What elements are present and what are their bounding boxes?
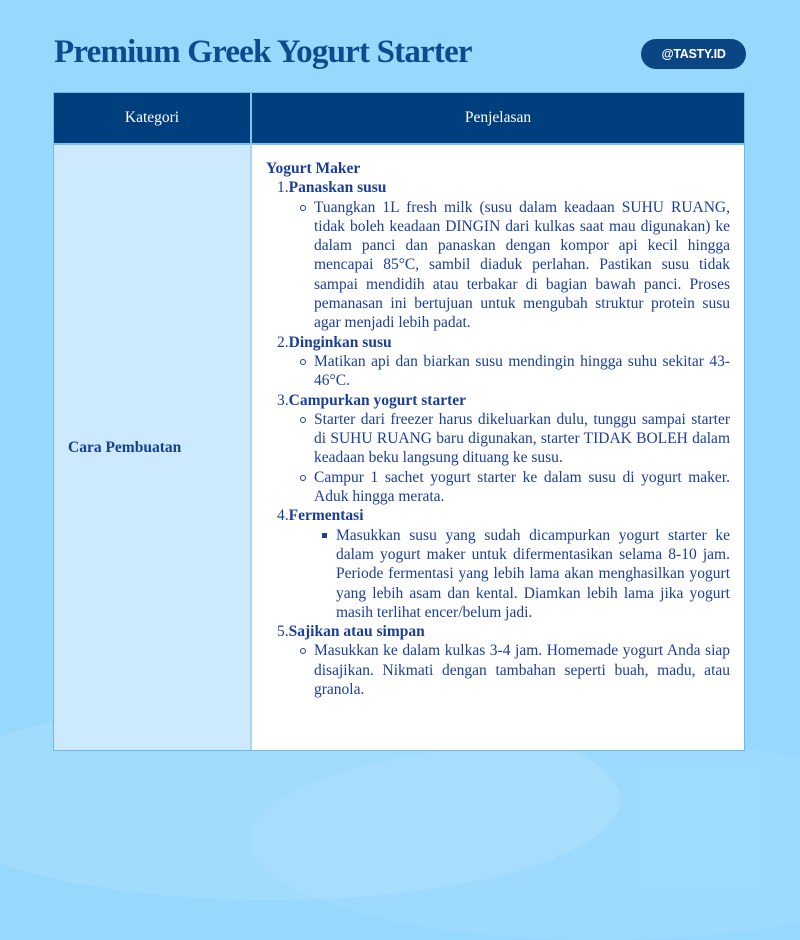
step-item [266,333,730,391]
step-title: Panaskan susu [288,179,387,197]
step-heading [266,391,730,410]
bullet-text: Masukkan susu yang sudah dicampurkan yogurt starter ke dalam yogurt maker untuk difermentasikan selama 8-10 jam. Periode fermentasi yang lebih lama akan menghasilkan yogurt yang lebih asam dan kental. Diamkan lebih lama jika yogurt masih terlihat encer/belum jadi. [336,526,730,621]
step-title: Fermentasi [288,507,364,525]
step-number: 4. [277,507,289,525]
bullet-item [314,410,730,468]
step-heading [266,178,730,197]
step-number: 1. [277,179,289,197]
step-title: Campurkan yogurt starter [288,391,466,409]
circle-bullet-icon [300,359,306,365]
step-heading [266,622,730,641]
section-title: Yogurt Maker [266,160,361,177]
step-heading [266,506,730,525]
brand-badge: @TASTY.ID [641,39,746,69]
info-table [53,92,745,751]
column-header-penjelasan: Penjelasan [252,93,744,143]
bullet-item [314,641,730,699]
circle-bullet-icon [300,648,306,654]
step-bullets [266,641,730,699]
bullet-item [314,198,730,333]
step-bullets [266,198,730,333]
step-number: 5. [277,623,289,641]
step-item [266,178,730,332]
column-header-kategori: Kategori [54,93,252,143]
bullet-text: Starter dari freezer harus dikeluarkan dulu, tunggu sampai starter di SUHU RUANG baru digunakan, starter TIDAK BOLEH dalam keadaan beku langsung dituang ke susu. [314,410,730,467]
circle-bullet-icon [300,475,306,481]
bullet-text: Masukkan ke dalam kulkas 3-4 jam. Homemade yogurt Anda siap disajikan. Nikmati dengan tambahan seperti buah, madu, atau granola. [314,642,730,699]
step-title: Sajikan atau simpan [288,623,425,641]
step-heading [266,333,730,352]
circle-bullet-icon [300,205,306,211]
step-item [266,622,730,699]
step-item [266,506,730,622]
bullet-text: Tuangkan 1L fresh milk (susu dalam keadaan SUHU RUANG, tidak boleh keadaan DINGIN dari kulkas saat mau digunakan) ke dalam panci dan panaskan dengan kompor api kecil hingga mencapai 85°C, sambil diaduk perlahan. Pastikan susu tidak sampai mendidih atau terbakar di bagian bawah panci. Proses pemanasan ini bertujuan untuk mengubah struktur protein susu agar menjadi lebih padat. [314,198,730,332]
page-title: Premium Greek Yogurt Starter [54,34,472,70]
step-number: 2. [277,333,289,351]
steps-list [266,178,730,699]
step-bullets [266,526,730,622]
bullet-item [314,352,730,391]
description-cell [252,143,744,750]
step-number: 3. [277,391,289,409]
step-bullets [266,352,730,391]
step-bullets [266,410,730,506]
bullet-text: Matikan api dan biarkan susu mendingin hingga suhu sekitar 43-46°C. [314,352,730,390]
bullet-item [336,526,730,622]
bullet-text: Campur 1 sachet yogurt starter ke dalam susu di yogurt maker. Aduk hingga merata. [314,468,730,506]
category-cell: Cara Pembuatan [54,143,252,750]
step-item [266,391,730,507]
step-title: Dinginkan susu [288,333,392,351]
circle-bullet-icon [300,417,306,423]
square-bullet-icon [322,533,327,538]
bullet-item [314,468,730,507]
